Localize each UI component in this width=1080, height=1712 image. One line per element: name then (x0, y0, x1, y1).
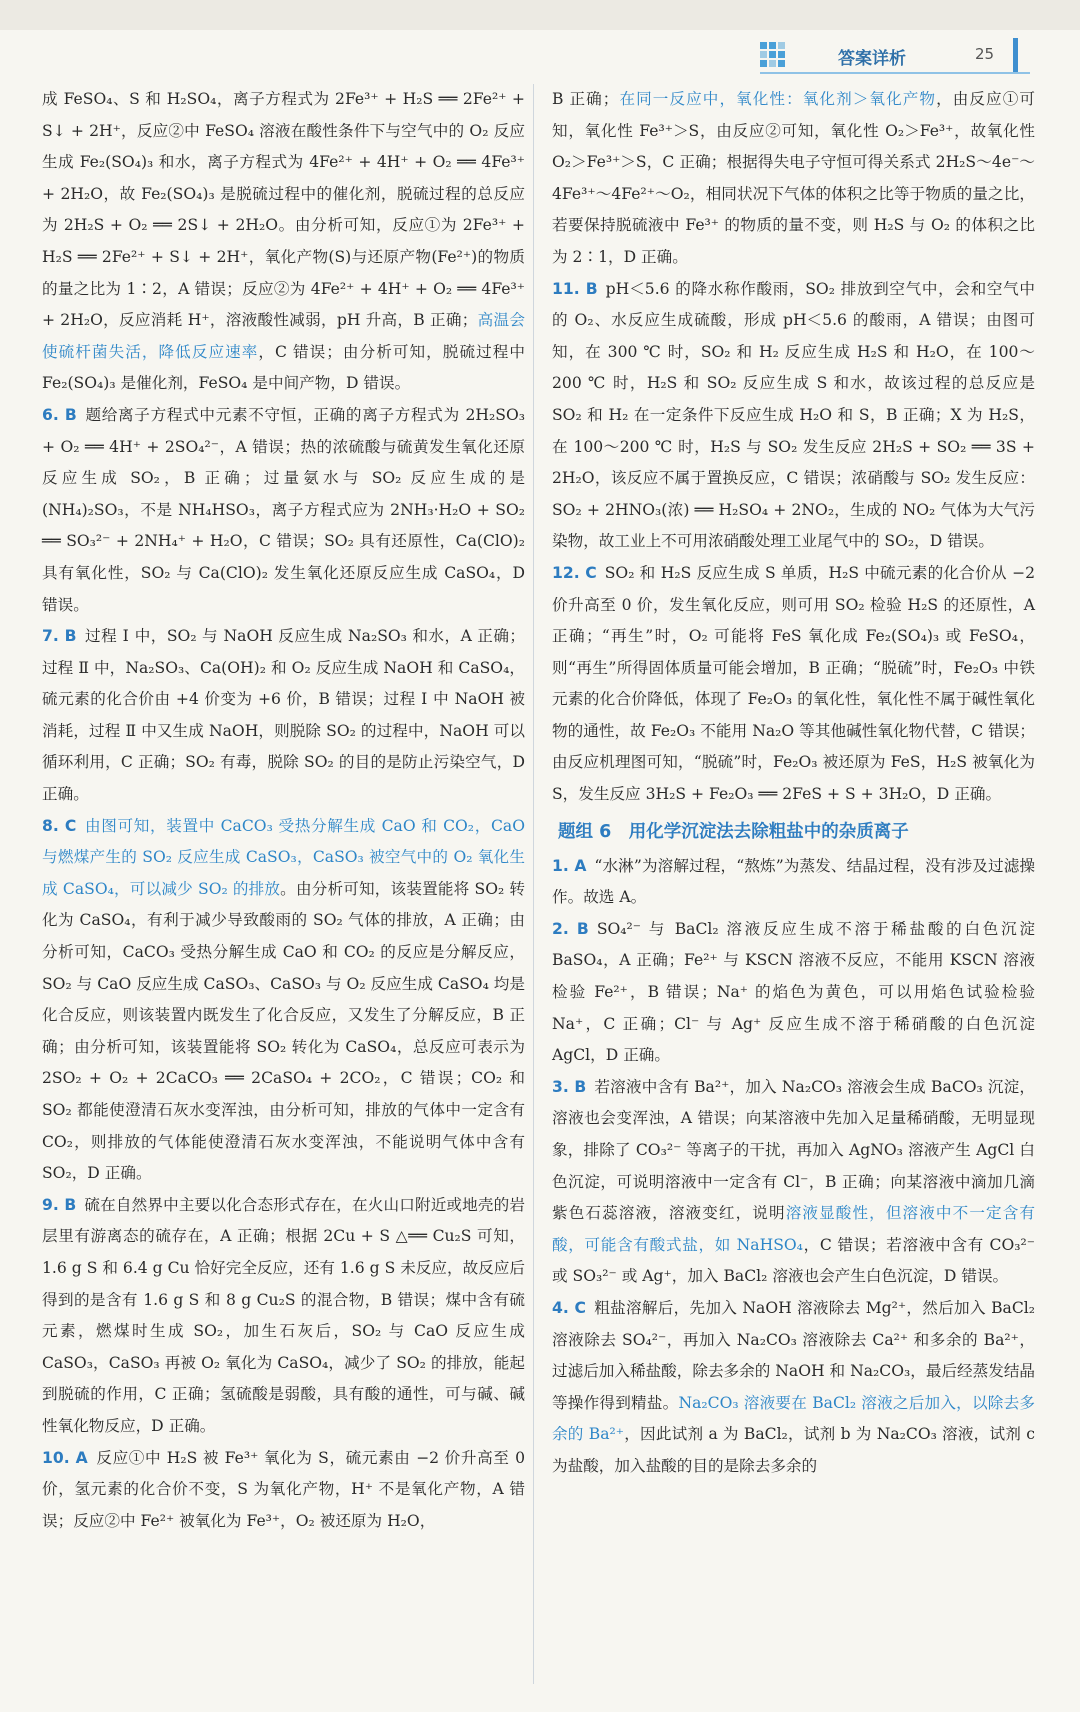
answer-number: 11. B (552, 279, 598, 298)
highlighted-text: 在同一反应中，氧化性：氧化剂＞氧化产物 (618, 90, 937, 108)
page-header (760, 38, 1030, 72)
answer-text: 过程 Ⅰ 中，SO₂ 与 NaOH 反应生成 Na₂SO₃ 和水，A 正确；过程 Ⅱ 中，Na₂SO₃、Ca(OH)₂ 和 O₂ 反应生成 NaOH 和 CaSO₄，硫元素的化合价由 +4 价变为 +6 价，B 错误；过程 Ⅰ 中 NaOH 被消耗，过程 Ⅱ 中又生成 NaOH，则脱除 SO₂ 的过程中，NaOH 可以循环利用，C 正确；SO₂ 有毒，脱除 SO₂ 的目的是防止污染空气，D 正确。 (42, 627, 526, 804)
answer-number: 3. B (552, 1077, 587, 1096)
answer-number: 6. B (42, 405, 77, 424)
highlighted-text: 溶液显酸性，但溶液中不一定含有酸，可能含有酸式盐，如 NaHSO₄ (552, 1204, 1035, 1254)
answer-paragraph (552, 274, 1035, 558)
answer-number: 1. A (552, 856, 587, 875)
highlighted-text: 由图可知，装置中 CaCO₃ 受热分解生成 CaO 和 CO₂，CaO 与燃煤产生的 SO₂ 反应生成 CaSO₃，CaSO₃ 被空气中的 O₂ 氧化生成 CaSO₄，可以减少 SO₂ 的排放 (42, 816, 525, 898)
header-accent (1013, 38, 1018, 74)
answer-text: 若溶液中含有 Ba²⁺，加入 Na₂CO₃ 溶液会生成 BaCO₃ 沉淀，溶液也会变浑浊，A 错误；向某溶液中先加入足量稀硝酸，无明显现象，排除了 CO₃²⁻ 等离子的干扰，再加入 AgNO₃ 溶液产生 AgCl 白色沉淀，可说明溶液中一定含有 Cl⁻，B 正确；向某溶液中滴加几滴紫色石蕊溶液，溶液变红，说明 (552, 1077, 1036, 1223)
answer-text: B 正确； (552, 90, 619, 108)
answer-text: ，因此试剂 a 为 BaCl₂，试剂 b 为 Na₂CO₃ 溶液，试剂 c 为盐酸，加入盐酸的目的是除去多余的 (552, 1425, 1035, 1475)
highlighted-text: 高温会使硫杆菌失活，降低反应速率 (42, 311, 525, 361)
answer-paragraph (42, 1190, 525, 1443)
page-number: 25 (975, 45, 995, 63)
page-edge (0, 0, 1080, 30)
answer-text: 硫在自然界中主要以化合态形式存在，在火山口附近或地壳的岩层里有游离态的硫存在，A 正确；根据 2Cu + S △══ Cu₂S 可知，1.6 g S 和 6.4 g Cu 恰好完全反应，还有 1.6 g S 未反应，故反应后得到的是含有 1.6 g S 和 8 g Cu₂S 的混合物，B 错误；煤中含有硫元素，燃煤时生成 SO₂，加生石灰后，SO₂ 与 CaO 反应生成 CaSO₃，CaSO₃ 再被 O₂ 氧化为 CaSO₄，减少了 SO₂ 的排放，能起到脱硫的作用，C 正确；氢硫酸是弱酸，具有酸的通性，可与碱、碱性氧化物反应，D 正确。 (42, 1195, 525, 1435)
answer-text: SO₄²⁻ 与 BaCl₂ 溶液反应生成不溶于稀盐酸的白色沉淀 BaSO₄，A 正确；Fe²⁺ 与 KSCN 溶液不反应，不能用 KSCN 溶液检验 Fe²⁺，B 错误；Na⁺ 的焰色为黄色，可以用焰色试验检验 Na⁺，C 正确；Cl⁻ 与 Ag⁺ 反应生成不溶于稀硝酸的白色沉淀 AgCl，D 正确。 (552, 919, 1036, 1065)
header-rule (760, 72, 1030, 74)
answer-paragraph (552, 914, 1035, 1072)
answer-text: 成 FeSO₄、S 和 H₂SO₄，离子方程式为 2Fe³⁺ + H₂S ══ 2Fe²⁺ + S↓ + 2H⁺，反应②中 FeSO₄ 溶液在酸性条件下与空气中的 O₂ 反应生成 Fe₂(SO₄)₃ 和水，离子方程式为 4Fe²⁺ + 4H⁺ + O₂ ══ 4Fe³⁺ + 2H₂O，故 Fe₂(SO₄)₃ 是脱硫过程中的催化剂，脱硫过程的总反应为 2H₂S + O₂ ══ 2S↓ + 2H₂O。由分析可知，反应①为 2Fe³⁺ + H₂S ══ 2Fe²⁺ + S↓ + 2H⁺，氧化产物(S)与还原产物(Fe²⁺)的物质的量之比为 1∶2，A 错误；反应②为 4Fe²⁺ + 4H⁺ + O₂ ══ 4Fe³⁺ + 2H₂O，反应消耗 H⁺，溶液酸性减弱，pH 升高，B 正确； (42, 90, 525, 330)
answer-text: ，由反应①可知，氧化性 Fe³⁺＞S，由反应②可知，氧化性 O₂＞Fe³⁺，故氧化性 O₂＞Fe³⁺＞S，C 正确；根据得失电子守恒可得关系式 2H₂S～4e⁻～4Fe³⁺～4Fe²⁺～O₂，相同状况下气体的体积之比等于物质的量之比，若要保持脱硫液中 Fe³⁺ 的物质的量不变，则 H₂S 与 O₂ 的体积之比为 2∶1，D 正确。 (552, 90, 1035, 266)
answer-number: 10. A (42, 1448, 88, 1467)
highlighted-text: Na₂CO₃ 溶液要在 BaCl₂ 溶液之后加入，以除去多余的 Ba²⁺ (552, 1393, 1035, 1444)
answer-text: ，C 错误；若溶液中含有 CO₃²⁻ 或 SO₃²⁻ 或 Ag⁺，加入 BaCl₂ 溶液也会产生白色沉淀，D 错误。 (552, 1235, 1036, 1286)
answer-text: ，C 错误；由分析可知，脱硫过程中 Fe₂(SO₄)₃ 是催化剂，FeSO₄ 是中间产物，D 错误。 (42, 342, 525, 393)
answer-number: 9. B (42, 1195, 77, 1214)
answer-paragraph (552, 1072, 1035, 1293)
text-paragraph (552, 84, 1035, 274)
answer-text: SO₂ 和 H₂S 反应生成 S 单质，H₂S 中硫元素的化合价从 −2 价升高至 0 价，发生氧化反应，则可用 SO₂ 检验 H₂S 的还原性，A 正确；“再生”时，O₂ 可能将 FeS 氧化成 Fe₂(SO₄)₃ 或 FeSO₄，则“再生”所得固体质量可能会增加，B 正确；“脱硫”时，Fe₂O₃ 中铁元素的化合价降低，体现了 Fe₂O₃ 的氧化性，氧化性不属于碱性氧化物的通性，故 Fe₂O₃ 不能用 Na₂O 等其他碱性氧化物代替，C 错误；由反应机理图可知，“脱硫”时，Fe₂O₃ 被还原为 FeS，H₂S 被氧化为 S，发生反应 3H₂S + Fe₂O₃ ══ 2FeS + S + 3H₂O，D 正确。 (552, 563, 1035, 804)
answer-paragraph (42, 400, 525, 621)
answer-text: 粗盐溶解后，先加入 NaOH 溶液除去 Mg²⁺，然后加入 BaCl₂ 溶液除去 SO₄²⁻，再加入 Na₂CO₃ 溶液除去 Ca²⁺ 和多余的 Ba²⁺，过滤后加入稀盐酸，除去多余的 NaOH 和 Na₂CO₃，最后经蒸发结晶等操作得到精盐。 (552, 1298, 1036, 1412)
answer-paragraph (552, 1293, 1035, 1483)
right-column (552, 84, 1035, 1483)
section-title: 题组 6 用化学沉淀法去除粗盐中的杂质离子 (558, 821, 909, 842)
answer-text: “水淋”为溶解过程，“熬炼”为蒸发、结晶过程，没有涉及过滤操作。故选 A。 (552, 856, 1035, 907)
answer-paragraph (552, 851, 1035, 914)
answer-text: 反应①中 H₂S 被 Fe³⁺ 氧化为 S，硫元素由 −2 价升高至 0 价，氢元素的化合价不变，S 为氧化产物，H⁺ 不是氧化产物，A 错误；反应②中 Fe²⁺ 被氧化为 Fe³⁺，O₂ 被还原为 H₂O， (42, 1448, 525, 1530)
answer-number: 2. B (552, 919, 589, 938)
answer-number: 7. B (42, 627, 77, 646)
answer-text: 题给离子方程式中元素不守恒，正确的离子方程式为 2H₂SO₃ + O₂ ══ 4H⁺ + 2SO₄²⁻，A 错误；热的浓硫酸与硫黄发生氧化还原反应生成 SO₂，B 正确；过量氨水与 SO₂ 反应生成的是(NH₄)₂SO₃，不是 NH₄HSO₃，离子方程式应为 2NH₃·H₂O + SO₂ ══ SO₃²⁻ + 2NH₄⁺ + H₂O，C 错误；SO₂ 具有还原性，Ca(ClO)₂ 具有氧化性，SO₂ 与 Ca(ClO)₂ 发生氧化还原反应生成 CaSO₄，D 错误。 (42, 405, 525, 614)
answer-paragraph (42, 811, 525, 1190)
answer-paragraph (42, 1443, 525, 1538)
header-title: 答案详析 (838, 49, 906, 69)
answer-text: 。由分析可知，该装置能将 SO₂ 转化为 CaSO₄，有利于减少导致酸雨的 SO₂ 气体的排放，A 正确；由分析可知，CaCO₃ 受热分解生成 CaO 和 CO₂ 的反应是分解反应，SO₂ 与 CaO 反应生成 CaSO₃、CaSO₃ 与 O₂ 反应生成 CaSO₄ 均是化合反应，则该装置内既发生了化合反应，又发生了分解反应，B 正确；由分析可知，该装置能将 SO₂ 转化为 CaSO₄，总反应可表示为 2SO₂ + O₂ + 2CaCO₃ ══ 2CaSO₄ + 2CO₂，C 错误；CO₂ 和 SO₂ 都能使澄清石灰水变浑浊，由分析可知，排放的气体中一定含有 CO₂，则排放的气体能使澄清石灰水变浑浊，不能说明气体中含有 SO₂，D 正确。 (42, 879, 525, 1183)
answer-number: 4. C (552, 1298, 586, 1317)
answer-number: 12. C (552, 563, 597, 582)
answer-text: pH＜5.6 的降水称作酸雨，SO₂ 排放到空气中，会和空气中的 O₂、水反应生成硫酸，形成 pH＜5.6 的酸雨，A 错误；由图可知，在 300 ℃ 时，SO₂ 和 H₂ 反应生成 H₂S 和 H₂O，在 100～200 ℃ 时，H₂S 和 SO₂ 反应生成 S 和水，故该过程的总反应是 SO₂ 和 H₂ 在一定条件下反应生成 H₂O 和 S，B 正确；X 为 H₂S，在 100～200 ℃ 时，H₂S 与 SO₂ 发生反应 2H₂S + SO₂ ══ 3S + 2H₂O，该反应不属于置换反应，C 错误；浓硝酸与 SO₂ 发生反应：SO₂ + 2HNO₃(浓) ══ H₂SO₄ + 2NO₂，生成的 NO₂ 气体为大气污染物，故工业上不可用浓硝酸处理工业尾气中的 SO₂，D 错误。 (552, 279, 1035, 551)
answer-paragraph (42, 621, 525, 811)
answer-number: 8. C (42, 816, 77, 835)
left-column (42, 84, 525, 1537)
column-divider (533, 84, 534, 1684)
answer-paragraph (552, 558, 1035, 811)
grid-icon (760, 42, 786, 68)
text-paragraph (42, 84, 525, 400)
